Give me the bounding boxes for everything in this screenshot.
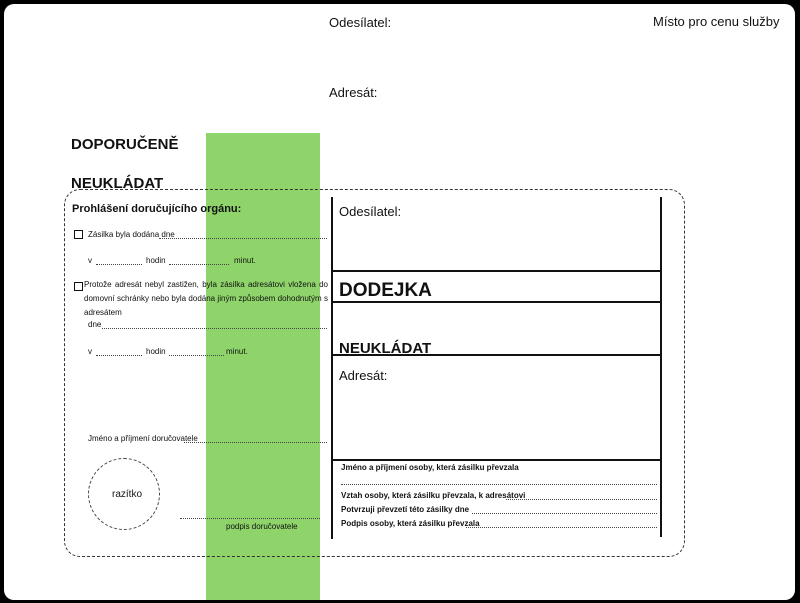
deliverer-name-line[interactable] bbox=[184, 442, 327, 443]
receipt-title: DODEJKA bbox=[339, 280, 432, 301]
receipt-addressee-label: Adresát: bbox=[339, 368, 388, 383]
deliverer-name-label: Jméno a příjmení doručovatele bbox=[88, 434, 198, 443]
at-label: v bbox=[88, 256, 92, 265]
receiver-name-label: Jméno a příjmení osoby, která zásilku převzala bbox=[341, 463, 519, 472]
addressee-label: Adresát: bbox=[329, 85, 378, 100]
delivered-on-label: Zásilka byla dodána dne bbox=[88, 230, 175, 239]
day-label: dne bbox=[88, 320, 102, 329]
price-place-label: Místo pro cenu služby bbox=[653, 14, 780, 29]
hour2-line[interactable] bbox=[96, 355, 142, 356]
relation-label: Vztah osoby, která zásilku převzala, k adresátovi bbox=[341, 491, 526, 500]
hour-line[interactable] bbox=[96, 264, 142, 265]
stamp-label: razítko bbox=[112, 489, 143, 500]
divider-4 bbox=[331, 459, 662, 461]
receipt-right-border bbox=[660, 197, 662, 537]
declaration-title: Prohlášení doručujícího orgánu: bbox=[72, 203, 242, 215]
minute2-line[interactable] bbox=[169, 355, 224, 356]
receipt-left-border bbox=[331, 197, 333, 539]
receipt-sender-label: Odesílatel: bbox=[339, 204, 402, 219]
do-not-store-label: NEUKLÁDAT bbox=[71, 175, 164, 192]
minute-line[interactable] bbox=[169, 264, 229, 265]
signature-line[interactable] bbox=[466, 527, 657, 528]
minutes2-label: minut. bbox=[226, 347, 248, 356]
divider-1 bbox=[331, 270, 662, 272]
minutes-label: minut. bbox=[234, 256, 256, 265]
hours2-label: hodin bbox=[146, 347, 166, 356]
registered-label: DOPORUČENĚ bbox=[71, 136, 179, 153]
relation-line[interactable] bbox=[506, 499, 657, 500]
not-found-checkbox[interactable] bbox=[74, 282, 83, 291]
signature-label: Podpis osoby, která zásilku převzala bbox=[341, 519, 480, 528]
delivered-date-line[interactable] bbox=[159, 238, 327, 239]
day-line[interactable] bbox=[102, 328, 327, 329]
at2-label: v bbox=[88, 347, 92, 356]
deliverer-signature-line[interactable] bbox=[180, 518, 320, 519]
hours-label: hodin bbox=[146, 256, 166, 265]
deliverer-signature-label: podpis doručovatele bbox=[226, 522, 298, 531]
delivered-checkbox[interactable] bbox=[74, 230, 83, 239]
sender-label: Odesílatel: bbox=[329, 15, 392, 30]
confirm-label: Potvrzuji převzetí této zásilky dne bbox=[341, 505, 470, 514]
receipt-form bbox=[4, 4, 795, 600]
not-found-text: Protože adresát nebyl zastižen, byla zásilka adresátovi vložena do domovní schránky nebo byla dodána jiným způsobem dohodnutým s adresátem bbox=[84, 280, 328, 317]
receiver-name-line[interactable] bbox=[341, 484, 657, 485]
confirm-date-line[interactable] bbox=[472, 513, 657, 514]
receipt-do-not-store: NEUKLÁDAT bbox=[339, 340, 432, 357]
